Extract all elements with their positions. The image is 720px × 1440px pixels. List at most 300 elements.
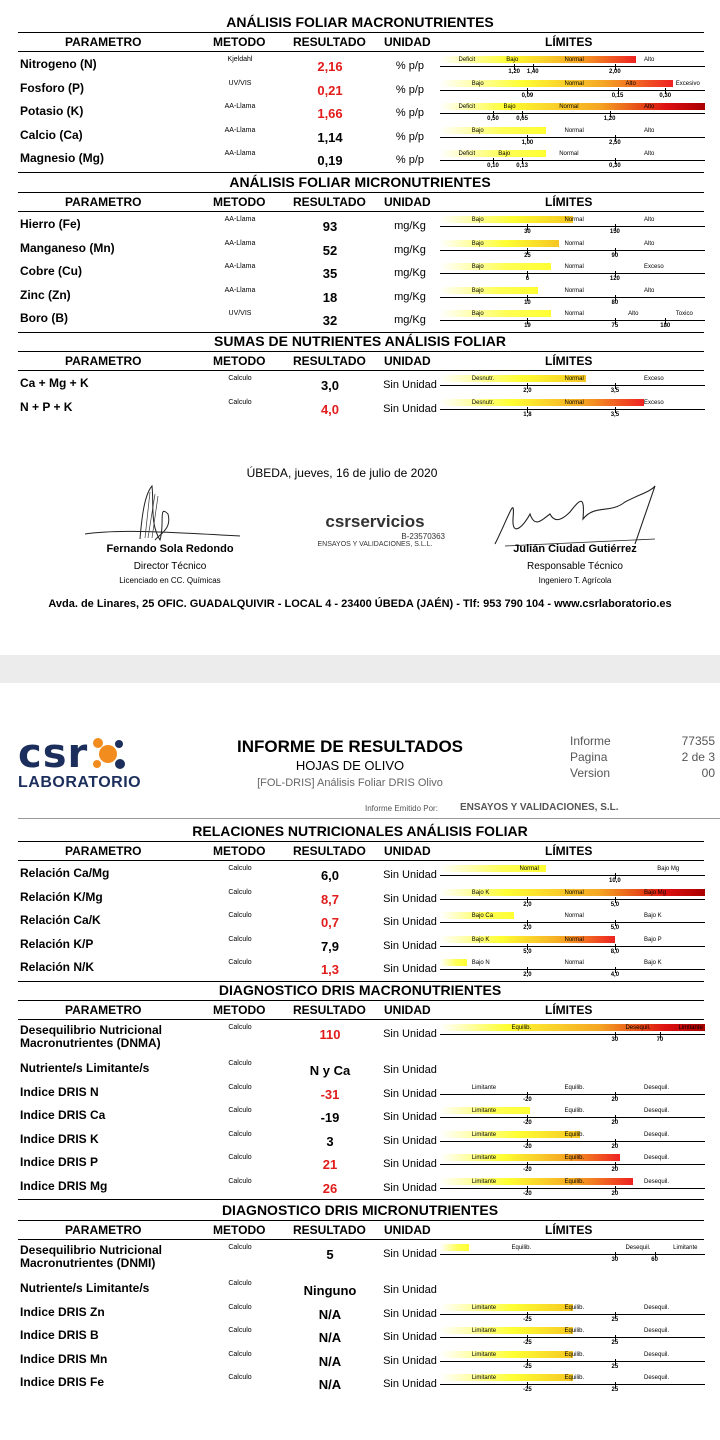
meta-row <box>570 766 715 782</box>
table-row <box>0 1024 720 1048</box>
tick-label: -20 <box>523 1120 532 1126</box>
tick-label: 120 <box>609 276 620 282</box>
unit: % p/p <box>395 60 425 72</box>
zone-label: Equilib. <box>564 1108 585 1114</box>
meta-row <box>570 734 715 750</box>
limits-bar <box>440 287 705 309</box>
header-resultado: RESULTADO <box>293 354 366 368</box>
param-name: Indice DRIS P <box>20 1155 99 1169</box>
result-value: 5 <box>326 1247 334 1262</box>
tick-label: 75 <box>611 323 619 329</box>
method: Calculo <box>228 1374 252 1381</box>
table-row <box>0 1084 720 1108</box>
result-value: 2,16 <box>317 59 343 74</box>
tick-label: 10 <box>524 299 531 306</box>
limits-axis <box>440 409 705 410</box>
zone-label: Normal <box>564 240 584 247</box>
table-row <box>0 1107 720 1131</box>
param-name: N + P + K <box>20 399 73 414</box>
zone-label: Limitante <box>673 1245 698 1251</box>
meta-row <box>570 750 715 766</box>
result-value: 21 <box>322 1157 338 1172</box>
param-name: Relación Ca/Mg <box>20 866 110 880</box>
meta-label: Informe <box>570 734 611 748</box>
table-row <box>0 1154 720 1178</box>
zone-label: Normal <box>559 151 579 157</box>
param-name: Indice DRIS Fe <box>20 1375 105 1389</box>
header-parametro: PARAMETRO <box>65 35 142 49</box>
header-resultado: RESULTADO <box>293 35 366 49</box>
header-unidad: UNIDAD <box>384 1223 431 1237</box>
zone-label: Exceso <box>644 399 664 406</box>
zone-label: Alto <box>644 151 655 157</box>
zone-label: Alto <box>625 80 636 87</box>
zone-label: Desequil. <box>625 1025 651 1031</box>
limits-axis <box>440 66 705 67</box>
header-rule <box>18 860 704 861</box>
zone-label: Equilib. <box>564 1304 585 1311</box>
limits-bar <box>440 1304 705 1326</box>
param-name: Boro (B) <box>20 311 68 325</box>
limits-bar <box>440 865 705 887</box>
param-name: Indice DRIS B <box>20 1328 99 1342</box>
meta-label: Version <box>570 766 611 780</box>
tick-label: 0,30 <box>609 163 621 169</box>
result-value: 8,7 <box>320 891 340 907</box>
table-row <box>0 127 720 151</box>
param-name: Calcio (Ca) <box>20 127 83 142</box>
tick-label: 0,30 <box>659 92 672 99</box>
limits-fill <box>440 1154 620 1161</box>
method: Calculo <box>228 398 252 406</box>
tick-label: 0,13 <box>516 163 528 169</box>
zone-label: Alto <box>628 311 639 317</box>
zone-label: Equilib. <box>564 1328 585 1334</box>
unit: Sin Unidad <box>383 1087 437 1100</box>
zone-label: Exceso <box>644 264 664 270</box>
unit: mg/Kg <box>394 267 426 279</box>
result-value: 52 <box>322 242 338 258</box>
result-value: N/A <box>318 1306 342 1322</box>
limits-fill <box>440 936 615 943</box>
zone-label: Bajo <box>471 217 484 223</box>
limits-fill <box>440 1374 573 1381</box>
zone-label: Normal <box>559 104 579 110</box>
tick-label: 20 <box>611 1120 619 1126</box>
method: Calculo <box>228 1327 252 1334</box>
table-row <box>0 1244 720 1268</box>
zone-label: Normal <box>564 913 584 919</box>
header-limites: LÍMITES <box>545 1223 593 1237</box>
header-limites: LÍMITES <box>545 354 593 368</box>
limits-bar <box>440 1024 705 1046</box>
zone-label: Limitante <box>471 1328 497 1334</box>
zone-label: Bajo K <box>644 913 662 919</box>
zone-label: Bajo <box>506 57 519 63</box>
limits-bar <box>440 56 705 78</box>
signer-right-title: Ingeniero T. Agrícola <box>538 576 612 585</box>
limits-axis <box>440 1034 705 1035</box>
header-parametro: PARAMETRO <box>65 1223 142 1237</box>
tick-label: 0,65 <box>516 116 528 122</box>
tick-label: 0,50 <box>487 116 499 122</box>
zone-label: Desequil. <box>644 1328 670 1334</box>
table-row <box>0 103 720 127</box>
limits-fill <box>440 1024 705 1031</box>
meta-value: 00 <box>701 766 715 780</box>
tick-label: 25 <box>524 252 531 259</box>
zone-label: Equilib. <box>564 1131 585 1138</box>
limits-axis <box>440 385 705 386</box>
zone-label: Bajo <box>471 311 484 317</box>
zone-label: Alto <box>644 240 655 247</box>
limits-fill <box>440 127 546 134</box>
tick-label: 20 <box>611 1143 619 1150</box>
header-limites: LÍMITES <box>545 1003 593 1017</box>
table-row <box>0 912 720 936</box>
limits-fill <box>440 959 467 966</box>
unit: mg/Kg <box>394 314 426 326</box>
param-name: Zinc (Zn) <box>20 287 71 302</box>
tick-label: 150 <box>609 229 620 235</box>
tick-label: 8,0 <box>610 948 620 955</box>
method: Calculo <box>228 1083 252 1091</box>
table-row <box>0 287 720 311</box>
zone-label: Desequil. <box>644 1304 670 1311</box>
header-metodo: METODO <box>213 1223 266 1237</box>
unit: Sin Unidad <box>383 869 437 881</box>
stamp-subtitle: ENSAYOS Y VALIDACIONES, S.L.L. <box>317 541 433 548</box>
param-name: Nutriente/s Limitante/s <box>20 1061 150 1075</box>
limits-bar <box>440 310 705 332</box>
date-line: ÚBEDA, jueves, 16 de julio de 2020 <box>246 466 438 480</box>
table-row <box>0 889 720 913</box>
zone-label: Limitante <box>471 1178 497 1185</box>
zone-label: Desequil. <box>644 1084 670 1091</box>
param-name: Desequilibrio Nutricional Macronutrientes (DNMI) <box>20 1243 163 1270</box>
unit: mg/Kg <box>394 220 426 232</box>
tick-label: 90 <box>611 252 619 259</box>
result-value: 0,19 <box>317 153 343 168</box>
logo-molecule-icon <box>90 736 126 772</box>
table-row <box>0 1060 720 1084</box>
limits-fill <box>440 1178 633 1185</box>
zone-label: Alto <box>644 104 655 110</box>
limits-fill <box>440 399 644 406</box>
method: Calculo <box>228 1024 252 1031</box>
meta-value: 2 de 3 <box>681 750 715 764</box>
emitted-value: ENSAYOS Y VALIDACIONES, S.L. <box>460 802 619 813</box>
table-row <box>0 150 720 174</box>
method: Calculo <box>228 935 252 943</box>
tick-label: 2,0 <box>523 388 532 394</box>
zone-label: Excesivo <box>675 80 700 87</box>
result-value: 4,0 <box>320 401 340 417</box>
param-name: Hierro (Fe) <box>20 217 81 231</box>
tick-label: 25 <box>611 1340 619 1346</box>
unit: Sin Unidad <box>383 916 437 928</box>
result-value: 1,14 <box>317 129 343 145</box>
limits-fill <box>440 1327 573 1334</box>
method: AA-Llama <box>224 239 256 247</box>
result-value: 110 <box>319 1027 341 1042</box>
param-name: Relación K/Mg <box>20 889 103 904</box>
table-row <box>0 1327 720 1351</box>
tick-label: 20 <box>611 1096 619 1103</box>
logo-text: csr <box>18 731 89 777</box>
tick-label: 1,40 <box>526 69 539 75</box>
limits-bar <box>440 216 705 238</box>
result-value: 35 <box>322 266 338 281</box>
zone-label: Bajo <box>471 127 484 134</box>
zone-label: Normal <box>564 57 584 63</box>
zone-label: Bajo P <box>644 936 662 943</box>
tick-label: -20 <box>523 1167 532 1173</box>
method: Calculo <box>228 865 252 872</box>
tick-label: 30 <box>524 229 531 235</box>
tick-label: 25 <box>611 1316 619 1323</box>
tick-label: 30 <box>611 1037 619 1043</box>
footer-address: Avda. de Linares, 25 OFIC. GUADALQUIVIR - LOCAL 4 - 23400 ÚBEDA (JAÉN) - Tlf: 953 790 104 - www.csrlaboratorio.es <box>48 598 672 610</box>
unit: Sin Unidad <box>383 1158 437 1170</box>
limits-fill <box>440 150 546 157</box>
tick-label: -25 <box>523 1340 532 1346</box>
tick-label: 30 <box>611 1257 619 1263</box>
method: Calculo <box>228 888 252 896</box>
tick-label: 3,5 <box>610 388 620 394</box>
stamp-code: B-23570363 <box>401 532 445 541</box>
method: AA-Llama <box>224 150 256 157</box>
limits-bar <box>440 1327 705 1349</box>
tick-label: 1,8 <box>523 411 532 418</box>
table-row <box>0 56 720 80</box>
signer-right-role: Responsable Técnico <box>527 561 623 572</box>
section-rule <box>18 351 704 352</box>
zone-label: Deficit <box>458 104 476 110</box>
tick-label: 60 <box>651 1257 658 1263</box>
tick-label: 1,20 <box>508 69 521 75</box>
header-unidad: UNIDAD <box>384 844 431 858</box>
table-row <box>0 1351 720 1375</box>
limits-axis <box>440 297 705 298</box>
limits-axis <box>440 1314 705 1315</box>
tick-label: 2,00 <box>609 69 621 75</box>
table-row <box>0 1304 720 1328</box>
zone-label: Limitante <box>471 1131 497 1138</box>
tick-label: 2,0 <box>523 925 532 931</box>
table-row <box>0 375 720 399</box>
zone-label: Normal <box>564 960 584 966</box>
zone-label: Bajo Ca <box>471 913 494 919</box>
tick-label: 80 <box>611 299 619 306</box>
table-row <box>0 865 720 889</box>
zone-label: Normal <box>519 866 539 872</box>
result-value: -31 <box>320 1086 340 1102</box>
table-row <box>0 1131 720 1155</box>
tick-label: 25 <box>611 1387 619 1393</box>
method: Calculo <box>228 375 252 382</box>
zone-label: Desequil. <box>625 1245 651 1251</box>
param-name: Desequilibrio Nutricional Macronutrientes (DNMA) <box>20 1023 163 1050</box>
zone-label: Desnutr. <box>471 399 495 406</box>
zone-label: Normal <box>564 287 584 294</box>
header-parametro: PARAMETRO <box>65 1003 142 1017</box>
header-metodo: METODO <box>213 35 266 49</box>
tick-label: 6 <box>525 276 530 282</box>
zone-label: Alto <box>644 57 655 63</box>
header-rule <box>18 370 704 371</box>
tick-label: 10,0 <box>609 878 621 884</box>
param-name: Cobre (Cu) <box>20 264 82 278</box>
tick-label: 2,0 <box>523 901 532 908</box>
limits-fill <box>440 287 538 294</box>
tick-label: 1,20 <box>603 116 616 122</box>
unit: % p/p <box>395 83 425 96</box>
table-row <box>0 1178 720 1202</box>
section-title: ANÁLISIS FOLIAR MICRONUTRIENTES <box>229 174 491 190</box>
result-value: -19 <box>320 1110 340 1125</box>
limits-bar <box>440 959 705 981</box>
param-name: Indice DRIS Ca <box>20 1108 106 1122</box>
result-value: 32 <box>322 313 338 328</box>
limits-axis <box>440 899 705 900</box>
csr-logo <box>18 731 178 792</box>
method: Kjeldahl <box>227 56 253 63</box>
section-title: DIAGNOSTICO DRIS MICRONUTRIENTES <box>221 1202 499 1218</box>
limits-bar <box>440 912 705 934</box>
zone-label: Alto <box>644 217 655 223</box>
limits-axis <box>440 1141 705 1142</box>
table-row <box>0 216 720 240</box>
meta-label: Pagina <box>570 750 608 764</box>
result-value: N/A <box>318 1330 342 1345</box>
unit: Sin Unidad <box>383 1284 437 1296</box>
table-row <box>0 1280 720 1304</box>
report-title: INFORME DE RESULTADOS <box>236 737 464 756</box>
table-row <box>0 310 720 334</box>
zone-label: Exceso <box>644 376 664 382</box>
zone-label: Normal <box>564 936 584 943</box>
limits-bar <box>440 375 705 397</box>
stamp <box>305 512 445 548</box>
section-end-rule <box>18 172 704 173</box>
zone-label: Normal <box>564 399 584 406</box>
header-unidad: UNIDAD <box>384 354 431 368</box>
param-name: Relación Ca/K <box>20 913 101 927</box>
header-resultado: RESULTADO <box>293 1223 366 1237</box>
limits-fill <box>440 1244 469 1251</box>
result-value: 3,0 <box>320 378 340 393</box>
method: AA-Llama <box>224 103 256 110</box>
method: Calculo <box>228 1177 252 1185</box>
zone-label: Limitante <box>471 1155 497 1161</box>
signer-left-name: Fernando Sola Redondo <box>106 543 234 555</box>
header-unidad: UNIDAD <box>384 195 431 209</box>
zone-label: Deficit <box>458 151 476 157</box>
zone-label: Limitante <box>471 1108 497 1114</box>
header-rule <box>18 51 704 52</box>
zone-label: Equilib. <box>564 1351 585 1358</box>
tick-label: -25 <box>523 1316 532 1323</box>
method: Calculo <box>228 1303 252 1311</box>
zone-label: Normal <box>564 311 584 317</box>
param-name: Ca + Mg + K <box>20 376 89 390</box>
limits-axis <box>440 1164 705 1165</box>
unit: Sin Unidad <box>383 1064 437 1076</box>
limits-bar <box>440 103 705 125</box>
limits-bar <box>440 1178 705 1200</box>
tick-label: -25 <box>523 1363 532 1370</box>
limits-bar <box>440 263 705 285</box>
limits-axis <box>440 1337 705 1338</box>
unit: Sin Unidad <box>383 963 437 975</box>
tick-label: 1,00 <box>521 139 534 146</box>
zone-label: Limitante <box>471 1375 497 1381</box>
result-value: 1,66 <box>317 106 343 121</box>
unit: Sin Unidad <box>383 379 437 391</box>
limits-fill <box>440 1351 573 1358</box>
limits-axis <box>440 1188 705 1189</box>
result-value: N/A <box>318 1377 342 1392</box>
method: Calculo <box>228 1154 252 1161</box>
tick-label: 20 <box>611 1167 619 1173</box>
limits-bar <box>440 1154 705 1176</box>
meta-value: 77355 <box>681 734 715 748</box>
section-rule <box>18 1220 704 1221</box>
tick-label: 0,09 <box>521 92 534 99</box>
zone-label: Bajo <box>471 264 484 270</box>
header-limites: LÍMITES <box>545 35 593 49</box>
header-unidad: UNIDAD <box>384 35 431 49</box>
limits-axis <box>440 250 705 251</box>
method: AA-Llama <box>224 263 256 270</box>
limits-fill <box>440 1304 573 1311</box>
limits-axis <box>440 137 705 138</box>
tick-label: 4,0 <box>610 972 620 978</box>
header-resultado: RESULTADO <box>293 1003 366 1017</box>
tick-label: 0,10 <box>487 163 499 169</box>
zone-label: Toxico <box>675 311 693 317</box>
table-row <box>0 959 720 983</box>
header-resultado: RESULTADO <box>293 844 366 858</box>
limits-axis <box>440 273 705 274</box>
tick-label: -20 <box>523 1096 532 1103</box>
page-separator <box>0 655 720 683</box>
header-parametro: PARAMETRO <box>65 354 142 368</box>
signer-left-title: Licenciado en CC. Químicas <box>119 576 221 585</box>
zone-label: Alto <box>644 287 655 294</box>
method: Calculo <box>228 1244 252 1251</box>
result-value: 7,9 <box>320 938 340 954</box>
zone-label: Limitante <box>471 1084 497 1091</box>
method: AA-Llama <box>224 126 256 134</box>
param-name: Nitrogeno (N) <box>20 57 97 71</box>
tick-label: 5,0 <box>610 901 620 908</box>
tick-label: -25 <box>523 1387 532 1393</box>
result-value: 18 <box>322 289 338 305</box>
zone-label: Equilib. <box>511 1025 532 1031</box>
header-metodo: METODO <box>213 195 266 209</box>
tick-label: 5,0 <box>523 948 532 955</box>
zone-label: Equilib. <box>564 1155 585 1161</box>
result-value: 26 <box>322 1180 338 1196</box>
limits-bar <box>440 1084 705 1106</box>
header-limites: LÍMITES <box>545 844 593 858</box>
unit: % p/p <box>395 107 425 119</box>
zone-label: Equilib. <box>511 1245 532 1251</box>
zone-label: Bajo <box>471 80 484 87</box>
method: AA-Llama <box>224 216 256 223</box>
